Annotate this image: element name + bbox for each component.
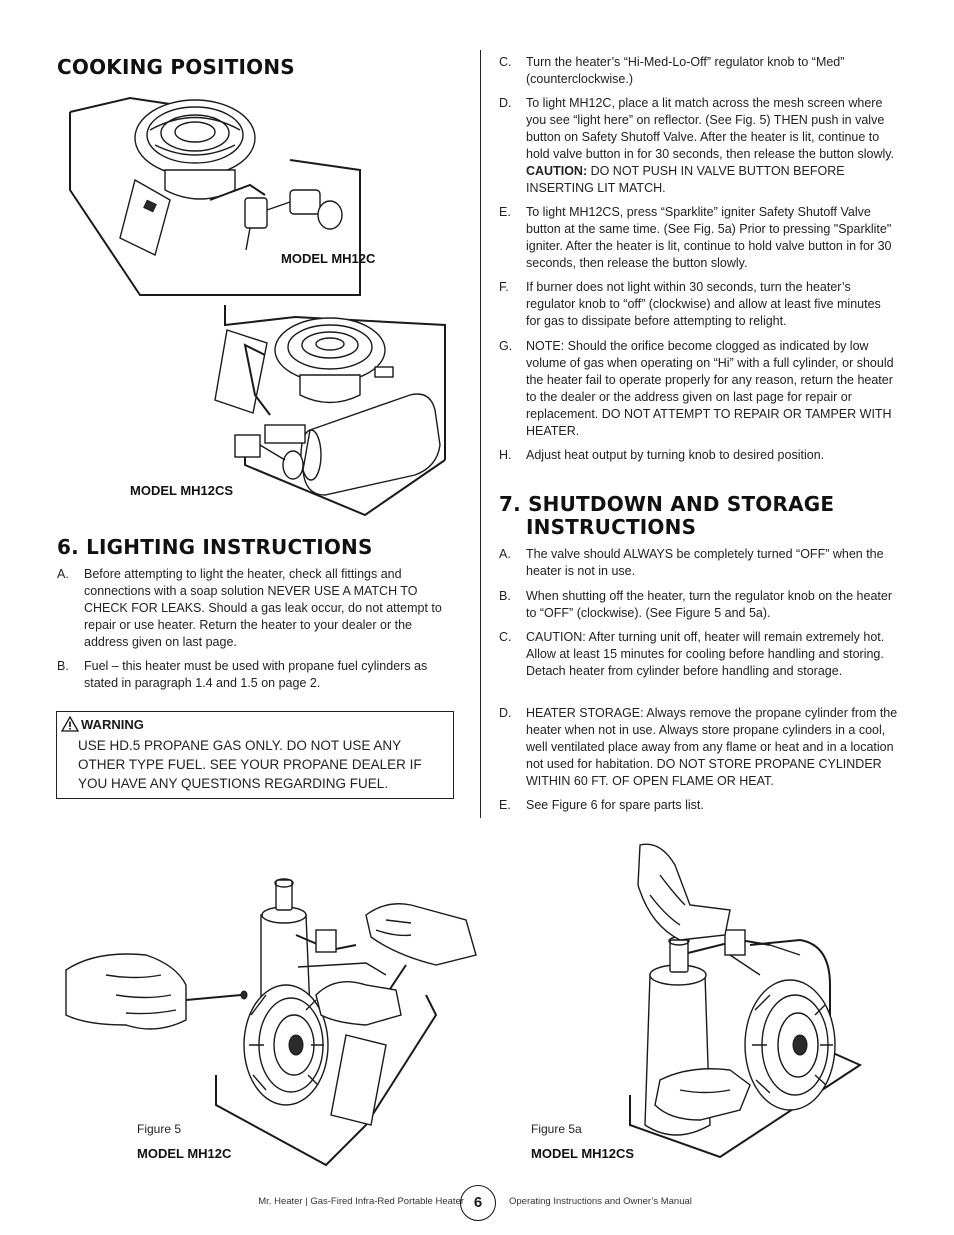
figure-5a-caption: Figure 5a [531, 1122, 582, 1136]
footer-product-name: Mr. Heater | Gas-Fired Infra-Red Portable Heater [258, 1196, 464, 1207]
lighting-instructions-heading: 6. LIGHTING INSTRUCTIONS [57, 535, 373, 559]
figure-5-illustration [66, 875, 476, 1170]
item-letter: G. [499, 339, 513, 353]
item-letter: B. [499, 589, 511, 603]
item-letter: F. [499, 280, 509, 294]
lighting-item-g [499, 338, 899, 442]
shutdown-item-d [499, 705, 899, 793]
warning-title: WARNING [81, 717, 144, 732]
lighting-item-h [499, 447, 899, 467]
item-text: Adjust heat output by turning knob to desired position. [526, 448, 825, 462]
item-letter: D. [499, 96, 512, 110]
cooking-positions-heading: COOKING POSITIONS [57, 55, 295, 79]
warning-triangle-icon [61, 716, 79, 732]
lighting-item-c [499, 54, 899, 90]
footer-manual-title: Operating Instructions and Owner’s Manual [509, 1196, 692, 1207]
figure-5-caption: Figure 5 [137, 1122, 182, 1136]
item-letter: H. [499, 448, 512, 462]
item-text-post: DO NOT PUSH IN VALVE BUTTON BEFORE INSERTING LIT MATCH. [526, 164, 845, 195]
lighting-item-f [499, 279, 899, 335]
item-letter: C. [499, 55, 512, 69]
item-text: The valve should ALWAYS be completely turned “OFF” when the heater is not in use. [526, 547, 884, 578]
item-text: When shutting off the heater, turn the regulator knob on the heater to “OFF” (clockwise). (See Figure 5 and 5a). [526, 589, 892, 620]
figure-5-model: MODEL MH12C [137, 1146, 232, 1161]
item-text: Fuel – this heater must be used with propane fuel cylinders as stated in paragraph 1.4 and 1.5 on page 2. [84, 659, 428, 690]
lighting-item-e [499, 204, 899, 276]
item-text: NOTE: Should the orifice become clogged as indicated by low volume of gas when operating on “Hi” with a full cylinder, or should the heater fail to operate properly for any reason, return the heater to the dealer or the address given on last page for repair or replacement. DO NOT ATTEMPT TO REPAIR OR TAMPER WITH HEATER. [526, 339, 894, 438]
page-number: 6 [460, 1185, 496, 1221]
item-text: CAUTION: After turning unit off, heater will remain extremely hot. Allow at least 15 minutes for cooling before handling and storing. Detach heater from cylinder before handling and storage. [526, 630, 885, 678]
item-letter: B. [57, 659, 69, 673]
item-letter: D. [499, 706, 512, 720]
item-text: Before attempting to light the heater, check all fittings and connections with a soap solution NEVER USE A MATCH TO CHECK FOR LEAKS. Should a gas leak occur, do not attempt to repair or use heater. Return the heater to your dealer or the address given on last page. [84, 567, 442, 649]
shutdown-item-b [499, 588, 899, 624]
item-text-pre: To light MH12C, place a lit match across the mesh screen where you see “light here” on reflector. (See Fig. 5) THEN push in valve button on Safety Shutoff Valve. After the heater is lit, continue to hold valve button in for 30 seconds, then release the button slowly. [526, 96, 895, 161]
shutdown-item-c [499, 629, 899, 701]
figure-5a-illustration [630, 845, 865, 1160]
warning-box [56, 711, 454, 799]
item-letter: E. [499, 205, 511, 219]
model-mh12c-label: MODEL MH12C [281, 251, 376, 266]
shutdown-heading-line1: 7. SHUTDOWN AND STORAGE [499, 492, 835, 516]
item-text: Turn the heater’s “Hi-Med-Lo-Off” regulator knob to “Med” (counterclockwise.) [526, 55, 845, 86]
shutdown-item-a [499, 546, 899, 582]
column-divider [480, 50, 481, 818]
lighting-item-d [499, 95, 899, 200]
item-letter: A. [499, 547, 511, 561]
caution-label: CAUTION: [526, 164, 588, 178]
figure-5a-model: MODEL MH12CS [531, 1146, 635, 1161]
lighting-item-b [57, 658, 452, 698]
lighting-item-a [57, 566, 452, 656]
model-mh12cs-label: MODEL MH12CS [130, 483, 234, 498]
item-text [526, 95, 898, 197]
shutdown-heading-line2: INSTRUCTIONS [526, 515, 697, 539]
shutdown-item-e [499, 797, 899, 817]
warning-text: USE HD.5 PROPANE GAS ONLY. DO NOT USE ANY OTHER TYPE FUEL. SEE YOUR PROPANE DEALER IF YOU HAVE ANY QUESTIONS REGARDING FUEL. [78, 738, 422, 791]
item-letter: C. [499, 630, 512, 644]
mh12cs-cooking-illustration [215, 295, 455, 520]
item-text: To light MH12CS, press “Sparklite” igniter Safety Shutoff Valve button at the same time. (See Fig. 5a) Prior to pressing "Sparklite" igniter. After the heater is lit, continue to hold valve button in for 30 seconds, then release the button slowly. [526, 205, 892, 270]
item-letter: E. [499, 798, 511, 812]
item-text: If burner does not light within 30 seconds, turn the heater’s regulator knob to “off” (clockwise) and allow at least five minutes for gas to dissipate before attempting to relight. [526, 280, 881, 328]
item-text: See Figure 6 for spare parts list. [526, 798, 704, 812]
mh12c-cooking-illustration [60, 90, 380, 310]
item-text: HEATER STORAGE: Always remove the propane cylinder from the heater when not in use. Always store propane cylinders in a cool, well ventilated place away from any flame or heat and in a location not used for habitation. DO NOT STORE PROPANE CYLINDER WITHIN 60 FT. OF OPEN FLAME OR HEAT. [526, 706, 898, 788]
item-letter: A. [57, 567, 69, 581]
